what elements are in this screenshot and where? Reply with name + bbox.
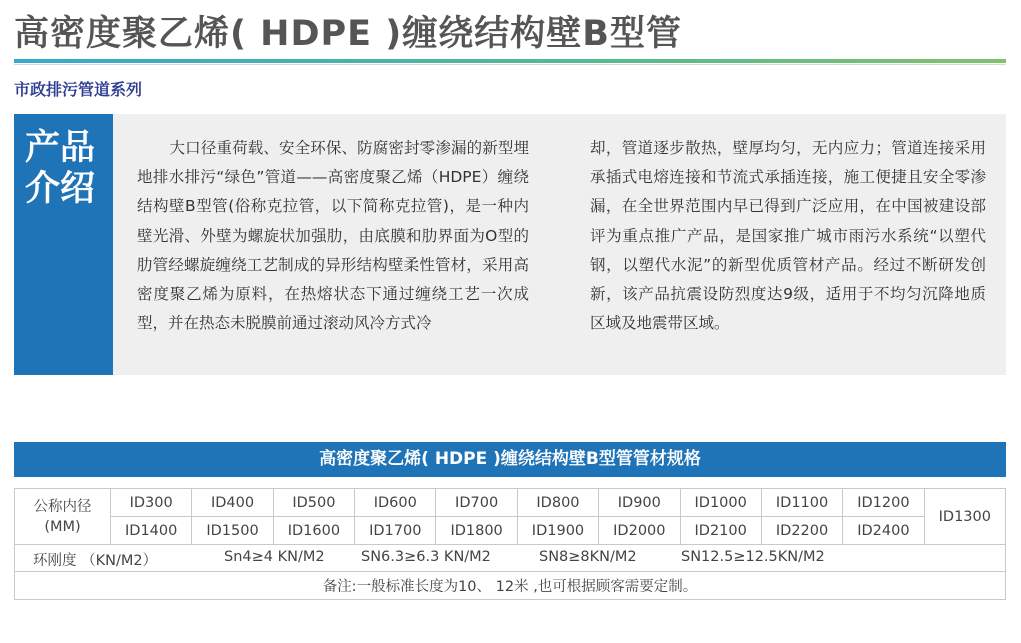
diameter-unit: (MM)	[44, 518, 81, 535]
size-cell: ID900	[599, 489, 680, 517]
spec-title-bar: 高密度聚乙烯( HDPE )缠绕结构壁B型管管材规格	[14, 442, 1006, 477]
size-cell: ID1000	[680, 489, 761, 517]
stiffness-value: SN12.5≥12.5KN/M2	[681, 549, 825, 565]
diameter-label-cell	[15, 489, 111, 545]
size-cell: ID1800	[436, 517, 517, 545]
intro-text-col1: 大口径重荷载、安全环保、防腐密封零渗漏的新型埋地排水排污“绿色”管道——高密度聚乙烯（HDPE）缠绕结构壁B型管(俗称克拉管，以下简称克拉管)，是一种内壁光滑、外壁为螺旋状加强肋，由底膜和肋界面为O型的肋管经螺旋缠绕工艺制成的异形结构壁柔性管材，采用高密度聚乙烯为原料，在热熔状态下通过缠绕工艺一次成型，并在热态未脱膜前通过滚动风冷方式冷	[137, 139, 529, 333]
size-cell: ID1600	[273, 517, 354, 545]
size-cell: ID1700	[355, 517, 436, 545]
diameter-label: 公称内径	[33, 498, 92, 515]
size-cell: ID300	[111, 489, 192, 517]
table-row	[15, 517, 1006, 545]
stiffness-value: SN8≥8KN/M2	[539, 549, 637, 565]
stiffness-value: Sn4≥4 KN/M2	[224, 549, 325, 565]
table-row	[15, 489, 1006, 517]
size-cell: ID1200	[843, 489, 924, 517]
size-cell: ID600	[355, 489, 436, 517]
size-cell-last: ID1300	[924, 489, 1005, 545]
spec-table	[14, 488, 1006, 600]
size-cell: ID700	[436, 489, 517, 517]
note-cell: 备注:一般标准长度为10、 12米 ,也可根据顾客需要定制。	[15, 572, 1006, 600]
stiffness-cell	[15, 545, 1006, 572]
size-cell: ID1900	[517, 517, 598, 545]
intro-label-block	[14, 114, 113, 375]
size-cell: ID2000	[599, 517, 680, 545]
intro-text-col2: 却，管道逐步散热，壁厚均匀，无内应力；管道连接采用承插式电熔连接和节流式承插连接，施工便捷且安全零渗漏，在全世界范围内早已得到广泛应用，在中国被建设部评为重点推广产品，是国家推广城市雨污水系统“以塑代钢，以塑代水泥”的新型优质管材产品。经过不断研发创新，该产品抗震设防烈度达9级，适用于不均匀沉降地质区域及地震带区域。	[590, 139, 986, 333]
intro-label-line2: 介绍	[25, 169, 96, 209]
size-cell: ID800	[517, 489, 598, 517]
stiffness-value: SN6.3≥6.3 KN/M2	[361, 549, 491, 565]
note-row	[15, 572, 1006, 600]
size-cell: ID500	[273, 489, 354, 517]
size-cell: ID1400	[111, 517, 192, 545]
title-underline	[14, 59, 1006, 63]
page-title: 高密度聚乙烯( HDPE )缠绕结构壁B型管	[14, 14, 682, 54]
stiffness-row	[15, 545, 1006, 572]
title-divider	[14, 64, 1006, 65]
size-cell: ID1100	[761, 489, 842, 517]
size-cell: ID1500	[192, 517, 273, 545]
size-cell: ID2100	[680, 517, 761, 545]
stiffness-label: 环刚度 （KN/M2）	[33, 553, 158, 569]
intro-label-line1: 产品	[25, 128, 96, 168]
size-cell: ID2200	[761, 517, 842, 545]
series-subtitle: 市政排污管道系列	[14, 80, 143, 99]
size-cell: ID400	[192, 489, 273, 517]
size-cell: ID2400	[843, 517, 924, 545]
